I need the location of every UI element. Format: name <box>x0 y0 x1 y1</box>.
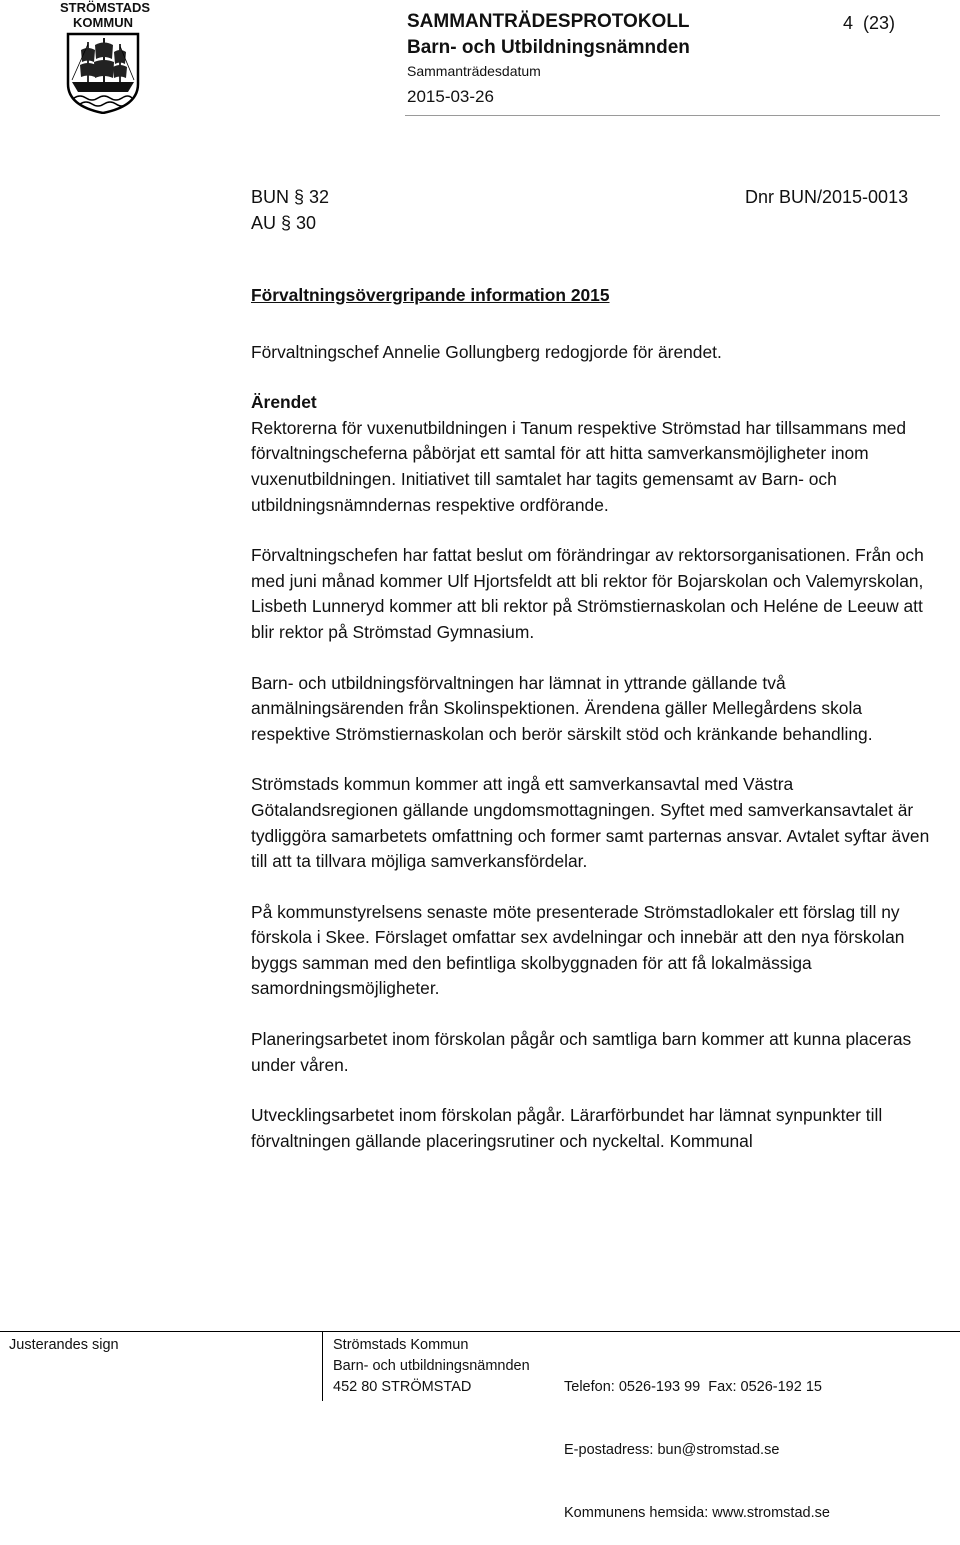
au-paragraph-ref: AU § 30 <box>251 213 317 233</box>
paragraph-vuxenutbildning: Rektorerna för vuxenutbildningen i Tanum respektive Strömstad har tillsammans med förvaltningscheferna påbörjat ett samtal för att hitta samverkansmöjligheter inom vuxenutbildningen. Initiativet till samtalet har tagits gemensamt av Barn- och utbildningsnämndernas respektive ordförande. <box>251 417 907 515</box>
header-divider <box>405 115 940 116</box>
subject-heading: Förvaltningsövergripande information 2015 <box>251 285 610 305</box>
municipality-line1: STRÖMSTADS <box>60 0 151 15</box>
footer-contact <box>564 1335 830 1545</box>
footer-column-divider <box>322 1331 323 1401</box>
paragraph-skolinspektionen: Barn- och utbildningsförvaltningen har lämnat in yttrande gällande två anmälningsärenden från Skolinspektionen. Ärendena gäller Mellegårdens skola respektive Strömstiernaskolan och berör särskilt stöd och kränkande behandling. <box>251 672 873 744</box>
board-name: Barn- och Utbildningsnämnden <box>407 37 690 58</box>
intro-paragraph: Förvaltningschef Annelie Gollungberg redogjorde för ärendet. <box>251 341 722 362</box>
footer-organization <box>333 1335 530 1398</box>
municipality-name <box>60 0 151 30</box>
document-title: SAMMANTRÄDESPROTOKOLL <box>407 11 690 32</box>
diary-number: Dnr BUN/2015-0013 <box>745 187 909 207</box>
footer-divider <box>0 1331 960 1332</box>
footer-address: 452 80 STRÖMSTAD <box>333 1379 472 1395</box>
signature-label: Justerandes sign <box>9 1337 119 1353</box>
footer-org-name: Strömstads Kommun <box>333 1337 469 1353</box>
paragraph-utvecklingsarbete: Utvecklingsarbetet inom förskolan pågår. Lärarförbundet har lämnat synpunkter till förvaltningen gällande placeringsrutiner och nyckeltal. Kommunal <box>251 1105 883 1151</box>
municipality-line2: KOMMUN <box>73 15 133 30</box>
footer-phone: Telefon: 0526-193 99 Fax: 0526-192 15 <box>564 1379 822 1395</box>
bun-paragraph-ref: BUN § 32 <box>251 187 330 207</box>
paragraph-planeringsarbete: Planeringsarbetet inom förskolan pågår och samtliga barn kommer att kunna placeras under våren. <box>251 1029 912 1075</box>
arendet-heading: Ärendet <box>251 392 317 413</box>
footer-website[interactable]: Kommunens hemsida: www.stromstad.se <box>564 1505 830 1521</box>
meeting-date-label: Sammanträdesdatum <box>407 63 541 79</box>
paragraph-rektorsorganisation: Förvaltningschefen har fattat beslut om förändringar av rektorsorganisationen. Från och med juni månad kommer Ulf Hjortsfeldt att bli rektor för Bojarskolan och Valemyrskolan, Lisbeth Lunneryd kommer att bli rektor på Strömstiernaskolan och Heléne de Leeuw att blir rektor på Strömstad Gymnasium. <box>251 545 924 642</box>
paragraph-forskola-skee: På kommunstyrelsens senaste möte presenterade Strömstadlokaler ett förslag till ny förskola i Skee. Förslaget omfattar sex avdelningar och innebär att den nya förskolan byggs samman med den befintliga skolbyggnaden för att få lokalmässiga samordningsmöjligheter. <box>251 901 905 999</box>
coat-of-arms-logo <box>66 32 140 114</box>
footer-board-name: Barn- och utbildningsnämnden <box>333 1358 530 1374</box>
footer-email[interactable]: E-postadress: bun@stromstad.se <box>564 1442 780 1458</box>
ship-emblem-icon <box>66 32 140 114</box>
meeting-date: 2015-03-26 <box>407 87 494 106</box>
page-number: 4 (23) <box>843 13 896 33</box>
document-body <box>251 283 931 1154</box>
paragraph-ungdomsmottagning: Strömstads kommun kommer att ingå ett samverkansavtal med Västra Götalandsregionen gällande ungdomsmottagningen. Syftet med samverkansavtalet är tydliggöra samarbetets omfattning och former samt parternas ansvar. Avtalet syftar även till att ta tillvara möjliga samverkansfördelar. <box>251 774 930 872</box>
